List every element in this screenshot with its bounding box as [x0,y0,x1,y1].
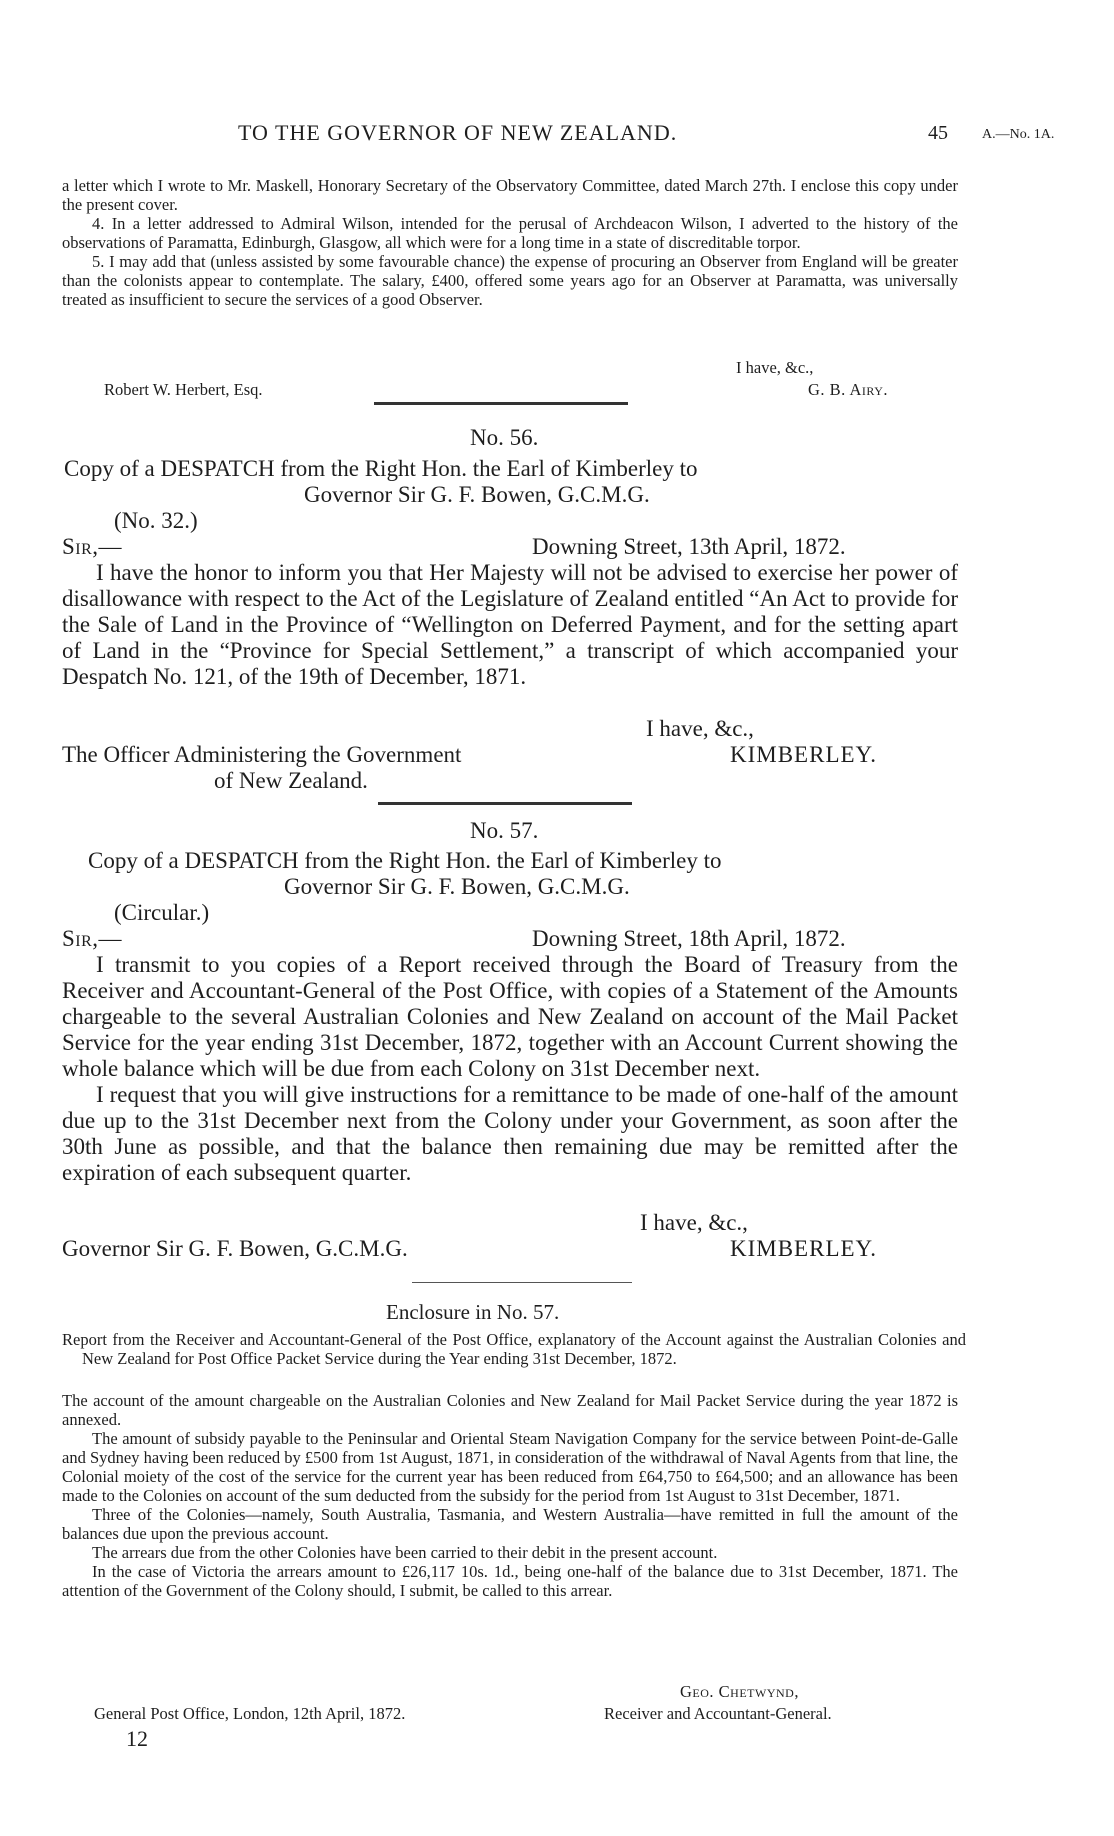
section-divider [378,802,632,805]
despatch-56-salutation: Sir,— [62,534,123,559]
intro-signature: G. B. Airy. [808,380,889,399]
despatch-56-body [62,560,958,690]
despatch-57-body [62,952,958,1186]
despatch-56-title: Governor Sir G. F. Bowen, G.C.M.G. [304,482,650,507]
despatch-57-heading: No. 57. [470,818,539,843]
paper-reference: A.—No. 1A. [982,127,1055,142]
despatch-56-title: Copy of a DESPATCH from the Right Hon. the Earl of Kimberley to [64,456,698,481]
enclosure-paragraph: In the case of Victoria the arrears amount to £26,117 10s. 1d., being one-half of the balance due to 31st December, 1871. The attention of the Government of the Colony should, I submit, be called to this arrear. [62,1562,958,1600]
enclosure-place-date: General Post Office, London, 12th April, 1872. [94,1704,406,1723]
enclosure-paragraph: Three of the Colonies—namely, South Australia, Tasmania, and Western Australia—have remitted in full the amount of the balances due upon the previous account. [62,1505,958,1543]
intro-text [62,176,958,309]
enclosure-title-text: Report from the Receiver and Accountant-General of the Post Office, explanatory of the Account against the Australian Colonies and New Zealand for Post Office Packet Service during the Year ending 31st December, 1872. [62,1330,966,1368]
despatch-56-addressee: of New Zealand. [214,768,368,793]
intro-addressee: Robert W. Herbert, Esq. [104,380,263,399]
despatch-57-place-date: Downing Street, 18th April, 1872. [532,926,846,951]
enclosure-paragraph: The arrears due from the other Colonies have been carried to their debit in the present account. [92,1543,718,1562]
despatch-56-addressee: The Officer Administering the Government [62,742,462,767]
despatch-57-reference: (Circular.) [114,900,210,925]
intro-paragraph: 5. I may add that (unless assisted by some favourable chance) the expense of procuring an Observer from England will be greater than the colonists appear to contemplate. The salary, £400, offered some years ago for an Observer at Paramatta, was universally treated as insufficient to secure the services of a good Observer. [62,252,958,309]
enclosure-paragraph: The account of the amount chargeable on the Australian Colonies and New Zealand for Mail Packet Service during the year 1872 is annexed. [62,1391,958,1429]
signature-mark: 12 [126,1726,148,1751]
despatch-57-signature: KIMBERLEY. [730,1236,877,1261]
enclosure-signature-name: Geo. Chetwynd, [680,1682,799,1701]
enclosure-paragraph: The amount of subsidy payable to the Peninsular and Oriental Steam Navigation Company for the service between Point-de-Galle and Sydney having been reduced by £500 from 1st August, 1871, in consideration of the withdrawal of Naval Agents from that line, the Colonial moiety of the cost of the service for the current year has been reduced from £64,750 to £64,500; and an allowance has been made to the Colonies on account of the sum deducted from the subsidy for the period from 1st August to 31st December, 1871. [62,1429,958,1505]
despatch-56-reference: (No. 32.) [114,508,198,533]
despatch-56-paragraph: I have the honor to inform you that Her Majesty will not be advised to exercise her power of disallowance with respect to the Act of the Legislature of Zealand entitled “An Act to provide for the Sale of Land in the Province of “Wellington on Deferred Payment, and for the setting apart of Land in the “Province for Special Settlement,” a transcript of which accompanied your Despatch No. 121, of the 19th of December, 1871. [62,560,958,689]
enclosure-signature-title: Receiver and Accountant-General. [604,1704,832,1723]
despatch-57-paragraph: I request that you will give instructions for a remittance to be made of one-half of the amount due up to the 31st December next from the Colony under your Government, as soon after the 30th June as possible, and that the balance then remaining due may be remitted after the expiration of each subsequent quarter. [62,1082,958,1185]
despatch-56-heading: No. 56. [470,425,539,450]
despatch-56-signature: KIMBERLEY. [730,742,877,767]
despatch-56-place-date: Downing Street, 13th April, 1872. [532,534,846,559]
despatch-57-salutation: Sir,— [62,926,123,951]
despatch-57-title: Governor Sir G. F. Bowen, G.C.M.G. [284,874,630,899]
running-header-title: TO THE GOVERNOR OF NEW ZEALAND. [238,120,678,145]
enclosure-body [62,1391,958,1600]
section-divider [374,402,628,405]
despatch-57-closing: I have, &c., [640,1210,748,1235]
section-divider [412,1282,632,1283]
intro-closing: I have, &c., [736,358,814,377]
intro-paragraph: 4. In a letter addressed to Admiral Wilson, intended for the perusal of Archdeacon Wilson, I adverted to the history of the observations of Paramatta, Edinburgh, Glasgow, all which were for a long time in a state of discreditable torpor. [62,214,958,252]
despatch-57-addressee: Governor Sir G. F. Bowen, G.C.M.G. [62,1236,408,1261]
despatch-57-paragraph: I transmit to you copies of a Report received through the Board of Treasury from the Receiver and Accountant-General of the Post Office, with copies of a Statement of the Amounts chargeable to the several Australian Colonies and New Zealand on account of the Mail Packet Service for the year ending 31st December, 1872, together with an Account Current showing the whole balance which will be due from each Colony on 31st December next. [62,952,958,1081]
page-number: 45 [928,122,948,144]
despatch-57-title: Copy of a DESPATCH from the Right Hon. the Earl of Kimberley to [88,848,722,873]
enclosure-title [62,1330,966,1368]
enclosure-heading: Enclosure in No. 57. [386,1300,560,1324]
intro-paragraph: a letter which I wrote to Mr. Maskell, Honorary Secretary of the Observatory Committee, dated March 27th. I enclose this copy under the present cover. [62,176,958,214]
despatch-56-closing: I have, &c., [646,716,754,741]
